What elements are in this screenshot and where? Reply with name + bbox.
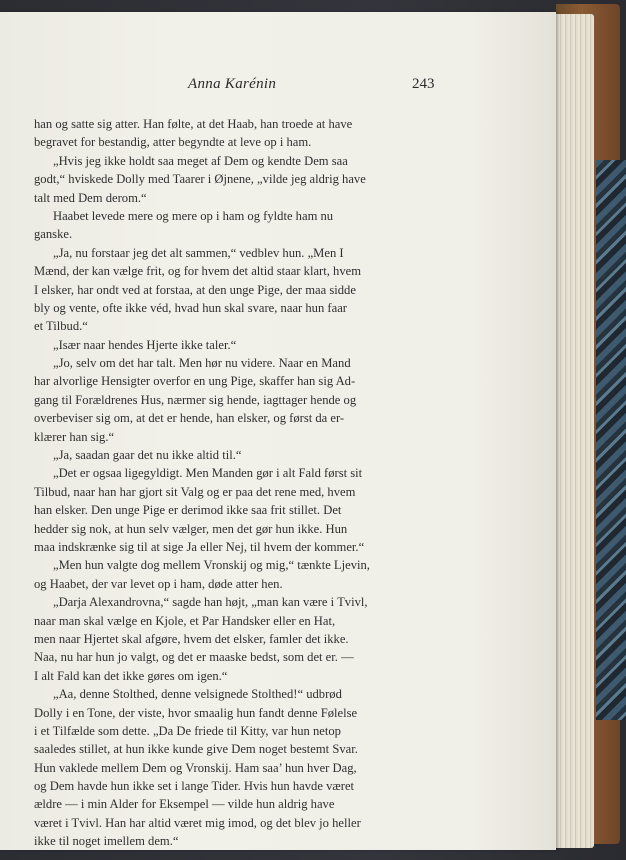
text-line: „Hvis jeg ikke holdt saa meget af Dem og kendte Dem saa <box>53 153 348 168</box>
text-line: han elsker. Den unge Pige er derimod ikke saa frit stillet. Det <box>34 503 342 518</box>
text-line: og Haabet, der var levet op i ham, døde atter hen. <box>34 576 283 591</box>
text-line: gang til Forældrenes Hus, nærmer sig hende, iagttager hende og <box>34 392 357 407</box>
text-line: været i Tvivl. Han har altid været mig imod, og det blev jo heller <box>34 815 361 830</box>
text-line: godt,“ hviskede Dolly med Taarer i Øjnene, „vilde jeg aldrig have <box>34 172 366 187</box>
text-line: „Ja, saadan gaar det nu ikke altid til.“ <box>53 448 242 463</box>
text-line: bly og vente, ofte ikke véd, hvad hun skal svare, naar hun faar <box>34 300 347 315</box>
text-line: overbeviser sig om, at det er hende, han elsker, og først da er- <box>34 411 345 426</box>
text-line: saaledes stillet, at hun ikke kunde give Dem noget bestemt Svar. <box>34 742 358 757</box>
text-line: „Det er ogsaa ligegyldigt. Men Manden gør i alt Fald først sit <box>53 466 363 481</box>
text-line: naar man skal vælge en Kjole, et Par Handsker eller en Hat, <box>34 613 336 628</box>
text-line: Tilbud, naar han har gjort sit Valg og er paa det rene med, hvem <box>34 484 356 499</box>
text-line: ikke til noget imellem dem.“ <box>34 834 179 849</box>
text-line: „Darja Alexandrovna,“ sagde han højt, „man kan være i Tvivl, <box>53 595 368 610</box>
text-line: „Men hun valgte dog mellem Vronskij og mig,“ tænkte Ljevin, <box>53 558 370 573</box>
text-line: „Især naar hendes Hjerte ikke taler.“ <box>53 337 237 352</box>
text-line: og Dem havde hun ikke set i lange Tider. Hvis hun havde været <box>34 779 355 794</box>
text-line: Haabet levede mere og mere op i ham og fyldte ham nu <box>53 208 334 223</box>
text-line: et Tilbud.“ <box>34 319 88 334</box>
text-line: „Jo, selv om det har talt. Men hør nu videre. Naar en Mand <box>53 356 351 371</box>
text-line: har alvorlige Hensigter overfor en ung Pige, skaffer han sig Ad- <box>34 374 356 389</box>
text-line: Dolly i en Tone, der viste, hvor smaalig hun fandt denne Følelse <box>34 705 358 720</box>
text-line: maa indskrænke sig til at sige Ja eller Nej, til hvem der kommer.“ <box>34 539 365 554</box>
text-line: klærer han sig.“ <box>34 429 115 444</box>
text-line: I alt Fald kan det ikke gøres om igen.“ <box>34 668 228 683</box>
text-line: talt med Dem derom.“ <box>34 190 147 205</box>
text-line: ganske. <box>34 227 73 242</box>
body-text <box>34 115 438 851</box>
text-line: i et Tilfælde som dette. „Da De friede til Kitty, var hun netop <box>34 723 341 738</box>
page-number: 243 <box>412 76 435 92</box>
text-line: „Aa, denne Stolthed, denne velsignede Stolthed!“ udbrød <box>53 687 342 702</box>
text-line: Naa, nu har hun jo valgt, og det er maaske bedst, som det er. — <box>34 650 354 665</box>
text-line: ældre — i min Alder for Eksempel — vilde hun aldrig have <box>34 797 335 812</box>
text-line: men naar Hjertet skal afgøre, hvem det elsker, famler det ikke. <box>34 631 349 646</box>
text-line: hedder sig nok, at hun selv vælger, men det gør hun ikke. Hun <box>34 521 348 536</box>
book-page <box>0 12 556 850</box>
text-line: begravet for bestandig, atter begyndte at leve op i ham. <box>34 135 312 150</box>
marbled-edge <box>596 160 626 720</box>
text-line: han og satte sig atter. Han følte, at det Haab, han troede at have <box>34 117 353 131</box>
text-line: „Ja, nu forstaar jeg det alt sammen,“ vedblev hun. „Men I <box>53 245 344 260</box>
text-line: Hun vaklede mellem Dem og Vronskij. Ham saa’ hun hver Dag, <box>34 760 357 775</box>
text-line: Mænd, der kan vælge frit, og for hvem det altid staar klart, hvem <box>34 264 362 279</box>
text-line: I elsker, har ondt ved at forstaa, at den unge Pige, der maa sidde <box>34 282 356 297</box>
running-title: Anna Karénin <box>188 76 277 92</box>
page-header <box>0 76 556 98</box>
